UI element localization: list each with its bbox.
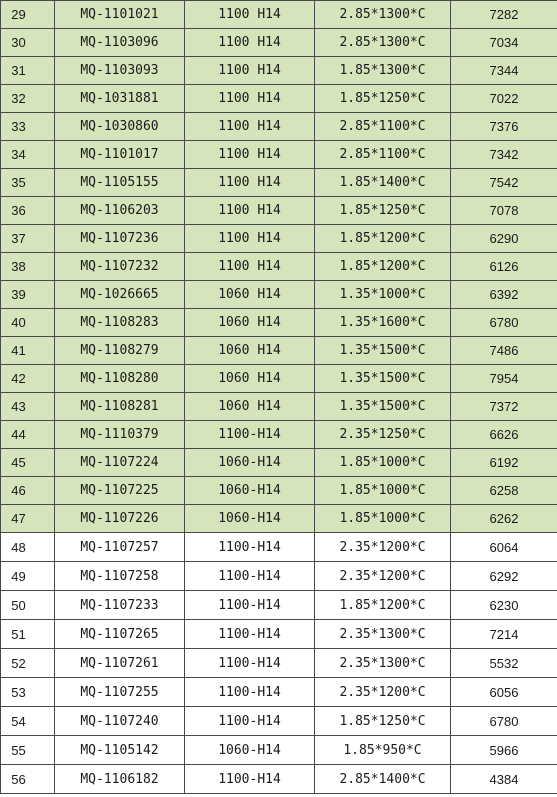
cell-weight: 6262 — [451, 505, 557, 533]
cell-material-code: MQ-1031881 — [55, 85, 185, 113]
cell-dimensions: 2.35*1200*C — [315, 678, 451, 707]
cell-dimensions: 1.85*1200*C — [315, 225, 451, 253]
cell-material-code: MQ-1105142 — [55, 736, 185, 765]
cell-row-number: 30 — [1, 29, 55, 57]
table-row — [1, 337, 557, 365]
cell-material-code: MQ-1108281 — [55, 393, 185, 421]
cell-row-number: 45 — [1, 449, 55, 477]
cell-material-code: MQ-1107233 — [55, 591, 185, 620]
cell-material-code: MQ-1101021 — [55, 1, 185, 29]
cell-alloy-temper: 1100 H14 — [185, 141, 315, 169]
cell-dimensions: 1.85*950*C — [315, 736, 451, 765]
table-row — [1, 169, 557, 197]
table-row — [1, 393, 557, 421]
cell-material-code: MQ-1107261 — [55, 649, 185, 678]
cell-material-code: MQ-1030860 — [55, 113, 185, 141]
cell-dimensions: 1.35*1500*C — [315, 365, 451, 393]
cell-weight: 6126 — [451, 253, 557, 281]
cell-dimensions: 1.85*1400*C — [315, 169, 451, 197]
cell-row-number: 39 — [1, 281, 55, 309]
cell-alloy-temper: 1060-H14 — [185, 736, 315, 765]
cell-alloy-temper: 1100-H14 — [185, 707, 315, 736]
cell-weight: 6392 — [451, 281, 557, 309]
cell-alloy-temper: 1100 H14 — [185, 169, 315, 197]
cell-dimensions: 2.85*1100*C — [315, 113, 451, 141]
cell-row-number: 33 — [1, 113, 55, 141]
table-row — [1, 253, 557, 281]
cell-material-code: MQ-1103093 — [55, 57, 185, 85]
table-row — [1, 113, 557, 141]
cell-row-number: 40 — [1, 309, 55, 337]
cell-weight: 6230 — [451, 591, 557, 620]
cell-dimensions: 1.35*1500*C — [315, 337, 451, 365]
cell-row-number: 49 — [1, 562, 55, 591]
table-body — [1, 1, 557, 794]
table-row — [1, 477, 557, 505]
cell-weight: 7376 — [451, 113, 557, 141]
cell-alloy-temper: 1060 H14 — [185, 337, 315, 365]
cell-weight: 5532 — [451, 649, 557, 678]
cell-row-number: 55 — [1, 736, 55, 765]
cell-weight: 7344 — [451, 57, 557, 85]
cell-weight: 6064 — [451, 533, 557, 562]
cell-row-number: 50 — [1, 591, 55, 620]
cell-material-code: MQ-1106182 — [55, 765, 185, 794]
cell-alloy-temper: 1100 H14 — [185, 29, 315, 57]
cell-alloy-temper: 1100-H14 — [185, 591, 315, 620]
cell-weight: 6290 — [451, 225, 557, 253]
cell-row-number: 37 — [1, 225, 55, 253]
cell-alloy-temper: 1100-H14 — [185, 649, 315, 678]
cell-dimensions: 2.85*1400*C — [315, 765, 451, 794]
cell-material-code: MQ-1108280 — [55, 365, 185, 393]
cell-row-number: 43 — [1, 393, 55, 421]
cell-material-code: MQ-1107258 — [55, 562, 185, 591]
cell-dimensions: 2.35*1200*C — [315, 562, 451, 591]
cell-weight: 7078 — [451, 197, 557, 225]
cell-material-code: MQ-1101017 — [55, 141, 185, 169]
table-row — [1, 365, 557, 393]
table-row — [1, 736, 557, 765]
table-row — [1, 533, 557, 562]
cell-material-code: MQ-1107240 — [55, 707, 185, 736]
cell-weight: 7542 — [451, 169, 557, 197]
cell-row-number: 44 — [1, 421, 55, 449]
cell-dimensions: 1.85*1200*C — [315, 253, 451, 281]
cell-material-code: MQ-1110379 — [55, 421, 185, 449]
cell-dimensions: 1.85*1250*C — [315, 85, 451, 113]
cell-alloy-temper: 1100 H14 — [185, 253, 315, 281]
cell-alloy-temper: 1100 H14 — [185, 57, 315, 85]
cell-material-code: MQ-1106203 — [55, 197, 185, 225]
cell-weight: 7372 — [451, 393, 557, 421]
cell-row-number: 51 — [1, 620, 55, 649]
table-row — [1, 57, 557, 85]
cell-alloy-temper: 1060-H14 — [185, 477, 315, 505]
cell-dimensions: 1.85*1000*C — [315, 505, 451, 533]
cell-row-number: 29 — [1, 1, 55, 29]
cell-material-code: MQ-1107236 — [55, 225, 185, 253]
cell-dimensions: 1.35*1500*C — [315, 393, 451, 421]
cell-dimensions: 1.85*1000*C — [315, 477, 451, 505]
cell-alloy-temper: 1060 H14 — [185, 281, 315, 309]
cell-material-code: MQ-1107225 — [55, 477, 185, 505]
cell-row-number: 42 — [1, 365, 55, 393]
cell-weight: 6258 — [451, 477, 557, 505]
cell-weight: 7342 — [451, 141, 557, 169]
table-row — [1, 309, 557, 337]
table-row — [1, 678, 557, 707]
cell-dimensions: 2.85*1100*C — [315, 141, 451, 169]
cell-weight: 7034 — [451, 29, 557, 57]
cell-row-number: 31 — [1, 57, 55, 85]
cell-row-number: 35 — [1, 169, 55, 197]
table-row — [1, 1, 557, 29]
cell-alloy-temper: 1100 H14 — [185, 225, 315, 253]
cell-dimensions: 1.85*1300*C — [315, 57, 451, 85]
cell-alloy-temper: 1100-H14 — [185, 562, 315, 591]
cell-dimensions: 2.85*1300*C — [315, 1, 451, 29]
table-row — [1, 707, 557, 736]
cell-alloy-temper: 1100 H14 — [185, 1, 315, 29]
cell-material-code: MQ-1103096 — [55, 29, 185, 57]
cell-dimensions: 1.85*1250*C — [315, 707, 451, 736]
cell-weight: 7022 — [451, 85, 557, 113]
cell-dimensions: 1.85*1250*C — [315, 197, 451, 225]
cell-weight: 6780 — [451, 707, 557, 736]
cell-weight: 6626 — [451, 421, 557, 449]
cell-material-code: MQ-1107255 — [55, 678, 185, 707]
cell-alloy-temper: 1100-H14 — [185, 678, 315, 707]
table-row — [1, 505, 557, 533]
cell-weight: 7954 — [451, 365, 557, 393]
table-row — [1, 85, 557, 113]
cell-material-code: MQ-1108283 — [55, 309, 185, 337]
cell-material-code: MQ-1107265 — [55, 620, 185, 649]
table-row — [1, 281, 557, 309]
table-row — [1, 197, 557, 225]
cell-row-number: 34 — [1, 141, 55, 169]
cell-alloy-temper: 1100-H14 — [185, 421, 315, 449]
table-row — [1, 449, 557, 477]
cell-alloy-temper: 1100-H14 — [185, 765, 315, 794]
cell-material-code: MQ-1107224 — [55, 449, 185, 477]
cell-weight: 6192 — [451, 449, 557, 477]
table-row — [1, 225, 557, 253]
cell-row-number: 52 — [1, 649, 55, 678]
cell-alloy-temper: 1100 H14 — [185, 197, 315, 225]
table-row — [1, 620, 557, 649]
cell-weight: 6292 — [451, 562, 557, 591]
cell-alloy-temper: 1100-H14 — [185, 533, 315, 562]
cell-row-number: 46 — [1, 477, 55, 505]
cell-dimensions: 1.85*1200*C — [315, 591, 451, 620]
cell-alloy-temper: 1060 H14 — [185, 365, 315, 393]
cell-row-number: 48 — [1, 533, 55, 562]
cell-dimensions: 1.35*1600*C — [315, 309, 451, 337]
cell-row-number: 38 — [1, 253, 55, 281]
cell-weight: 6780 — [451, 309, 557, 337]
cell-alloy-temper: 1060 H14 — [185, 309, 315, 337]
cell-weight: 4384 — [451, 765, 557, 794]
table-row — [1, 421, 557, 449]
cell-material-code: MQ-1108279 — [55, 337, 185, 365]
cell-row-number: 36 — [1, 197, 55, 225]
cell-dimensions: 2.35*1250*C — [315, 421, 451, 449]
cell-row-number: 53 — [1, 678, 55, 707]
cell-weight: 7214 — [451, 620, 557, 649]
cell-weight: 5966 — [451, 736, 557, 765]
cell-alloy-temper: 1100-H14 — [185, 620, 315, 649]
cell-alloy-temper: 1060-H14 — [185, 505, 315, 533]
cell-row-number: 32 — [1, 85, 55, 113]
table-row — [1, 141, 557, 169]
cell-material-code: MQ-1026665 — [55, 281, 185, 309]
cell-material-code: MQ-1107257 — [55, 533, 185, 562]
cell-alloy-temper: 1060 H14 — [185, 393, 315, 421]
cell-dimensions: 2.35*1300*C — [315, 620, 451, 649]
cell-dimensions: 1.85*1000*C — [315, 449, 451, 477]
table-row — [1, 591, 557, 620]
cell-row-number: 56 — [1, 765, 55, 794]
cell-dimensions: 2.85*1300*C — [315, 29, 451, 57]
cell-row-number: 41 — [1, 337, 55, 365]
table-row — [1, 562, 557, 591]
cell-alloy-temper: 1100 H14 — [185, 113, 315, 141]
cell-dimensions: 1.35*1000*C — [315, 281, 451, 309]
cell-weight: 7282 — [451, 1, 557, 29]
cell-row-number: 54 — [1, 707, 55, 736]
cell-dimensions: 2.35*1200*C — [315, 533, 451, 562]
cell-alloy-temper: 1100 H14 — [185, 85, 315, 113]
table-row — [1, 649, 557, 678]
cell-material-code: MQ-1105155 — [55, 169, 185, 197]
cell-weight: 7486 — [451, 337, 557, 365]
cell-dimensions: 2.35*1300*C — [315, 649, 451, 678]
cell-alloy-temper: 1060-H14 — [185, 449, 315, 477]
table-row — [1, 765, 557, 794]
table-row — [1, 29, 557, 57]
cell-material-code: MQ-1107226 — [55, 505, 185, 533]
cell-row-number: 47 — [1, 505, 55, 533]
cell-weight: 6056 — [451, 678, 557, 707]
cell-material-code: MQ-1107232 — [55, 253, 185, 281]
